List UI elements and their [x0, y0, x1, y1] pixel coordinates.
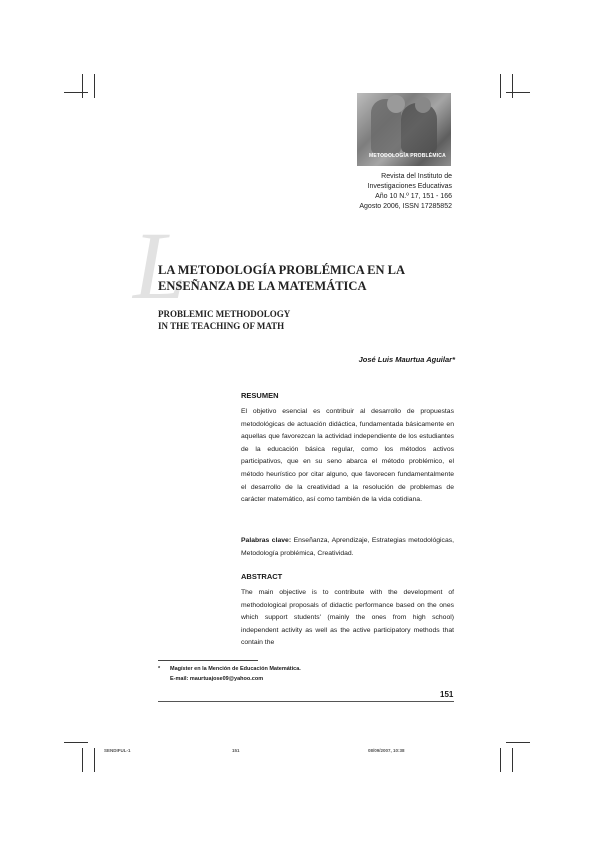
title-line: ENSEÑANZA DE LA MATEMÁTICA [158, 279, 367, 293]
page-rule [158, 701, 454, 702]
crop-mark [500, 74, 501, 98]
decorative-initial: L [133, 212, 187, 319]
keywords-label: Palabras clave: [241, 537, 292, 544]
title-line: LA METODOLOGÍA PROBLÉMICA EN LA [158, 263, 406, 277]
footnote-email: E-mail: maurtuajose09@yahoo.com [170, 676, 264, 682]
subtitle-line: PROBLEMIC METHODOLOGY [158, 309, 291, 319]
slug-file: SENDIFUL-1 [104, 748, 131, 753]
keywords-text: Enseñanza, Aprendizaje, Estrategias metodológicas, Metodología problémica, Creatividad. [241, 537, 455, 557]
crop-mark [64, 92, 88, 93]
slug-page: 151 [232, 748, 240, 753]
crop-mark [94, 74, 95, 98]
footnote-rule [158, 660, 258, 661]
illustration-caption: METODOLOGÍA PROBLÉMICA [369, 153, 446, 159]
journal-info [302, 172, 452, 212]
crop-mark [512, 74, 513, 98]
resumen-text: El objetivo esencial es contribuir al desarrollo de propuestas metodológicas de actuación didáctica, fundamentada básicamente en aquellas que favorezcan la actividad independiente de los estudiantes de la educación básica regular, como los métodos activos participativos, que en su seno abarca el método problémico, el método heurístico por citar alguno, que favorecen fundamentalmente el desarrollo de la creatividad a la resolución de problemas de carácter matemático, así como también de la vida cotidiana. [241, 408, 454, 504]
slug-date: 08/09/2007, 10:38 [368, 748, 405, 753]
crop-mark [512, 748, 513, 772]
author-name: José Luis Maurtua Aguilar* [358, 355, 455, 364]
subtitle-line: IN THE TEACHING OF MATH [158, 321, 285, 331]
crop-mark [82, 748, 83, 772]
crop-mark [506, 92, 530, 93]
resumen-heading: RESUMEN [241, 391, 279, 400]
crop-mark [82, 74, 83, 98]
page-number: 151 [440, 690, 454, 699]
abstract-text: The main objective is to contribute with the development of methodological proposals of didactic performance based on the ones which support students' (mainly the ones from high school) independent activity as well as the active participatory methods that contain the [241, 589, 454, 647]
footnote-mark: * [158, 666, 161, 672]
keywords [241, 535, 454, 560]
footnote [158, 664, 301, 684]
journal-line: Revista del Instituto de [381, 173, 452, 180]
footnote-affiliation: Magíster en la Mención de Educación Matemática. [170, 666, 301, 672]
abstract-heading: ABSTRACT [241, 572, 283, 581]
article-subtitle [158, 308, 458, 332]
crop-mark [500, 748, 501, 772]
journal-line: Año 10 N.º 17, 151 - 166 [375, 193, 452, 200]
section-illustration [357, 93, 451, 166]
crop-mark [64, 742, 88, 743]
article-title [158, 262, 458, 294]
crop-mark [506, 742, 530, 743]
journal-line: Agosto 2006, ISSN 17285852 [359, 203, 452, 210]
crop-mark [94, 748, 95, 772]
journal-line: Investigaciones Educativas [367, 183, 452, 190]
